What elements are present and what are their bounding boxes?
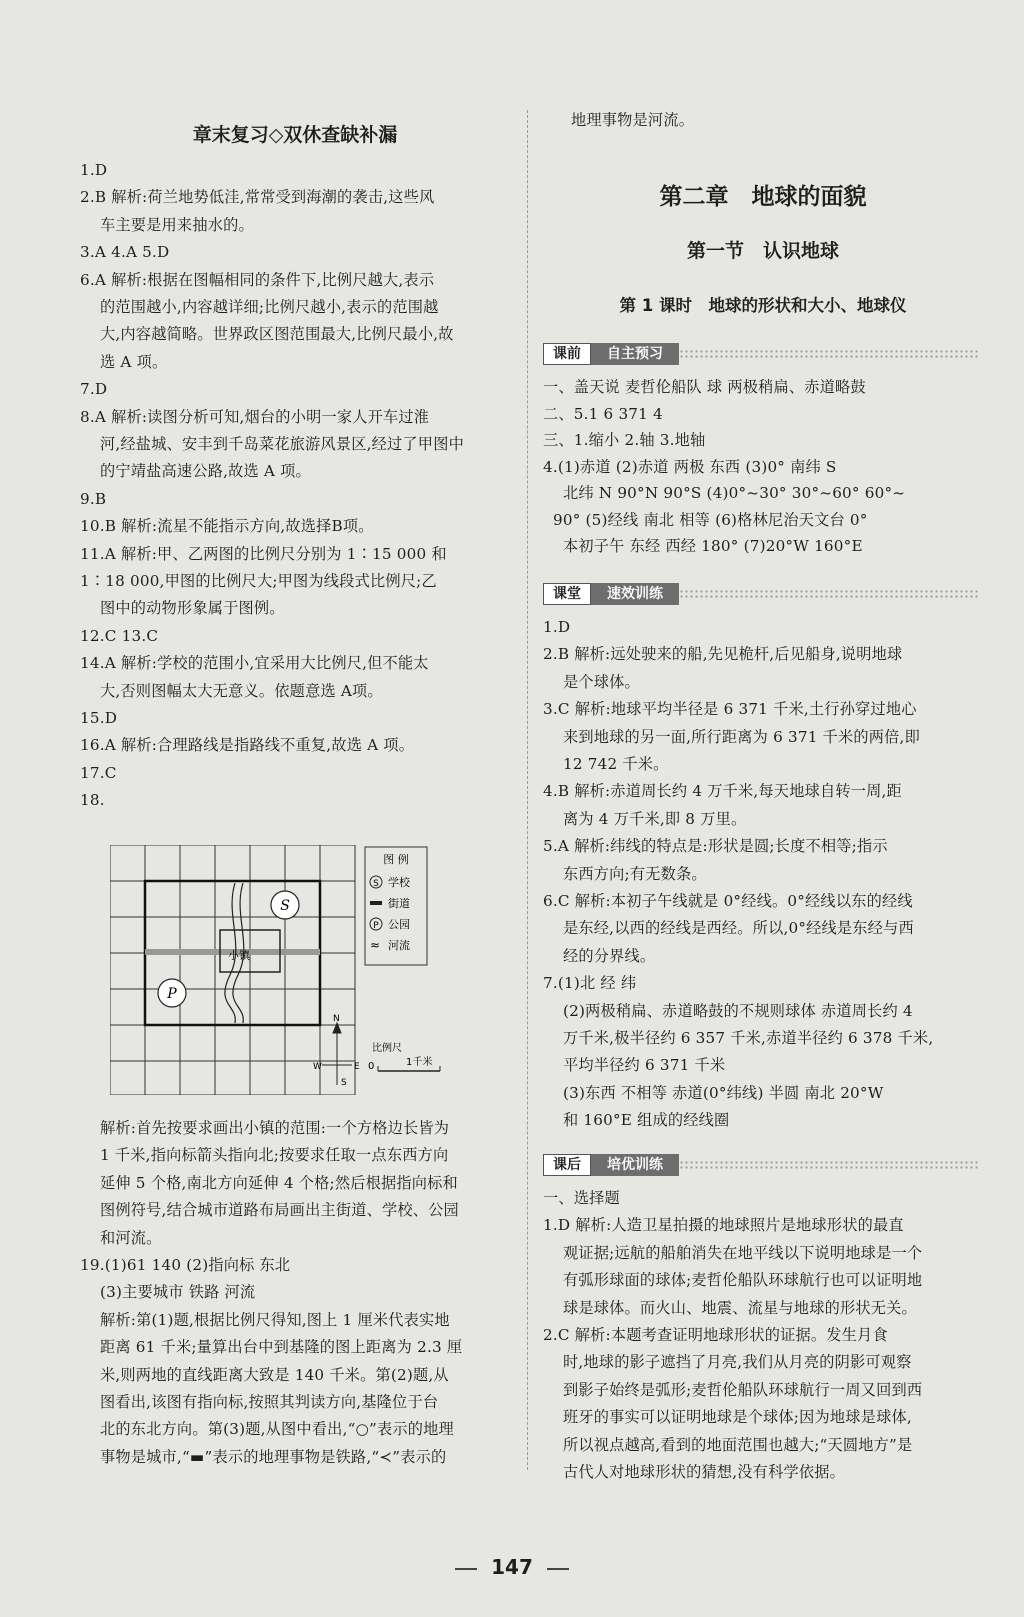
text-line: 大,内容越简略。世界政区图范围最大,比例尺最小,故 xyxy=(100,325,454,344)
text-line: 经的分界线。 xyxy=(563,946,656,965)
text-line: 2.C 解析:本题考查证明地球形状的证据。发生月食 xyxy=(543,1326,888,1344)
text-line: 距离 61 千米;量算出台中到基隆的图上距离为 2.3 厘 xyxy=(100,1338,463,1357)
text-line: 的范围越小,内容越详细;比例尺越小,表示的范围越 xyxy=(100,298,439,316)
text-line: 事物是城市,“▬”表示的地理事物是铁路,“≺”表示的 xyxy=(100,1447,447,1466)
text-line: 一、选择题 xyxy=(543,1189,620,1207)
section-key: 课后 xyxy=(543,1154,591,1176)
chapter-title: 第二章 地球的面貌 xyxy=(659,184,867,210)
text-line: 本初子午 东经 西经 180° (7)20°W 160°E xyxy=(563,537,863,555)
text-line: 16.A 解析:合理路线是指路线不重复,故选 A 项。 xyxy=(80,736,415,755)
text-line: (2)两极稍扁、赤道略鼓的不规则球体 赤道周长约 4 xyxy=(563,1001,913,1020)
text-line: 5.A 解析:纬线的特点是:形状是圆;长度不相等;指示 xyxy=(543,837,888,856)
legend-park: 公园 xyxy=(388,918,410,931)
text-line: 延伸 5 个格,南北方向延伸 4 个格;然后根据指向标和 xyxy=(100,1173,458,1192)
text-line: 一、盖天说 麦哲伦船队 球 两极稍扁、赤道略鼓 xyxy=(543,378,866,396)
compass-e: E xyxy=(354,1062,360,1072)
text-line: 6.A 解析:根据在图幅相同的条件下,比例尺越大,表示 xyxy=(80,270,435,289)
text-line: 图看出,该图有指向标,按照其判读方向,基隆位于台 xyxy=(100,1393,439,1411)
text-line: 17.C xyxy=(80,763,117,782)
text-line: 北的东北方向。第(3)题,从图中看出,“○”表示的地理 xyxy=(100,1420,454,1439)
text-line: 18. xyxy=(80,791,105,810)
text-line: 2.B 解析:荷兰地势低洼,常常受到海潮的袭击,这些风 xyxy=(80,188,435,207)
text-line: 6.C 解析:本初子午线就是 0°经线。0°经线以东的经线 xyxy=(543,892,913,910)
text-line: 和 160°E 组成的经线圈 xyxy=(563,1111,730,1130)
dots-decoration xyxy=(679,1160,979,1170)
text-line: 7.(1)北 经 纬 xyxy=(543,974,637,993)
section-key: 课前 xyxy=(543,343,591,365)
park-symbol-letter: P xyxy=(167,986,177,1002)
text-line: 时,地球的影子遮挡了月亮,我们从月亮的阴影可观察 xyxy=(563,1353,912,1372)
text-line: 8.A 解析:读图分析可知,烟台的小明一家人开车过淮 xyxy=(80,407,430,426)
text-line: 有弧形球面的球体;麦哲伦船队环球航行也可以证明地 xyxy=(563,1271,923,1290)
legend-street-icon xyxy=(370,901,382,905)
text-line: 古代人对地球形状的猜想,没有科学依据。 xyxy=(563,1463,846,1481)
text-line: 14.A 解析:学校的范围小,宜采用大比例尺,但不能太 xyxy=(80,654,429,673)
text-line: 4.B 解析:赤道周长约 4 万千米,每天地球自转一周,距 xyxy=(543,782,902,801)
section-title: 第一节 认识地球 xyxy=(686,240,839,262)
review-title: 章末复习◇双休查缺补漏 xyxy=(192,124,398,146)
section-value: 培优训练 xyxy=(591,1154,679,1176)
text-line: 1∶18 000,甲图的比例尺大;甲图为线段式比例尺;乙 xyxy=(80,572,437,590)
section-key: 课堂 xyxy=(543,583,591,605)
town-label: 小镇 xyxy=(228,949,250,962)
page-number: 147 xyxy=(0,1555,1024,1579)
scale-zero: 0 xyxy=(368,1061,375,1072)
text-line: 是东经,以西的经线是西经。所以,0°经线是东经与西 xyxy=(563,919,914,938)
text-line: 12 742 千米。 xyxy=(563,755,669,773)
text-line: 河,经盐城、安丰到千岛菜花旅游风景区,经过了甲图中 xyxy=(100,435,464,453)
school-symbol-letter: S xyxy=(280,898,290,914)
text-line: 图例符号,结合城市道路布局画出主街道、学校、公园 xyxy=(100,1201,459,1220)
section-value: 速效训练 xyxy=(591,583,679,605)
text-line: 10.B 解析:流星不能指示方向,故选择B项。 xyxy=(80,517,374,536)
section-value: 自主预习 xyxy=(591,343,679,365)
text-line: 3.C 解析:地球平均半径是 6 371 千米,土行孙穿过地心 xyxy=(543,700,917,719)
text-line: 观证据;远航的船舶消失在地平线以下说明地球是一个 xyxy=(563,1243,923,1262)
lesson-title: 第 1 课时 地球的形状和大小、地球仪 xyxy=(619,296,907,315)
section-header-preview xyxy=(543,343,683,365)
continued-line: 地理事物是河流。 xyxy=(571,111,695,129)
compass-icon xyxy=(322,1023,352,1085)
text-line: 和河流。 xyxy=(100,1228,162,1247)
svg-text:S: S xyxy=(373,879,379,889)
scale-km: 1千米 xyxy=(406,1057,433,1068)
text-line: 90° (5)经线 南北 相等 (6)格林尼治天文台 0° xyxy=(553,510,868,529)
text-line: 二、5.1 6 371 4 xyxy=(543,404,663,423)
compass-s: S xyxy=(341,1078,347,1088)
text-line: 万千米,极半径约 6 357 千米,赤道半径约 6 378 千米, xyxy=(563,1029,934,1047)
dots-decoration xyxy=(679,589,979,599)
text-line: 平均半径约 6 371 千米 xyxy=(563,1056,726,1075)
text-line: 三、1.缩小 2.轴 3.地轴 xyxy=(543,431,706,449)
text-line: 到影子始终是弧形;麦哲伦船队环球航行一周又回到西 xyxy=(563,1380,923,1399)
text-line: 车主要是用来抽水的。 xyxy=(100,215,254,234)
legend-school: 学校 xyxy=(388,876,410,889)
text-line: 大,否则图幅太大无意义。依题意选 A项。 xyxy=(100,681,383,700)
text-line: 东西方向;有无数条。 xyxy=(563,864,707,883)
text-line: 解析:首先按要求画出小镇的范围:一个方格边长皆为 xyxy=(100,1119,450,1137)
text-line: 图中的动物形象属于图例。 xyxy=(100,599,285,618)
text-line: 4.(1)赤道 (2)赤道 两极 东西 (3)0° 南纬 S xyxy=(543,457,837,476)
text-line: 是个球体。 xyxy=(563,672,640,691)
compass-w: W xyxy=(313,1062,322,1072)
text-line: 1 千米,指向标箭头指向北;按要求任取一点东西方向 xyxy=(100,1146,449,1165)
text-line: 1.D xyxy=(80,161,108,179)
text-line: 班牙的事实可以证明地球是个球体;因为地球是球体, xyxy=(563,1408,912,1427)
compass-n: N xyxy=(333,1014,340,1024)
text-line: 19.(1)61 140 (2)指向标 东北 xyxy=(80,1256,291,1274)
text-line: 1.D 解析:人造卫星拍摄的地球照片是地球形状的最直 xyxy=(543,1216,904,1235)
text-line: 7.D xyxy=(80,380,108,399)
text-line: 15.D xyxy=(80,709,118,727)
text-line: 北纬 N 90°N 90°S (4)0°~30° 30°~60° 60°~ xyxy=(563,484,906,502)
text-line: 所以视点越高,看到的地面范围也越大;“天圆地方”是 xyxy=(563,1435,913,1454)
column-divider xyxy=(527,110,528,1470)
legend-river: 河流 xyxy=(388,939,410,952)
map-figure xyxy=(110,845,520,1095)
text-line: 12.C 13.C xyxy=(80,626,159,645)
text-line: 2.B 解析:远处驶来的船,先见桅杆,后见船身,说明地球 xyxy=(543,645,903,664)
text-line: 选 A 项。 xyxy=(100,352,168,371)
text-line: (3)主要城市 铁路 河流 xyxy=(100,1283,256,1302)
text-line: 球是球体。而火山、地震、流星与地球的形状无关。 xyxy=(563,1298,917,1317)
town-map-svg xyxy=(110,845,520,1095)
text-line: 米,则两地的直线距离大致是 140 千米。第(2)题,从 xyxy=(100,1365,449,1384)
text-line: 9.B xyxy=(80,489,107,508)
svg-text:P: P xyxy=(373,921,379,931)
legend-title: 图 例 xyxy=(383,853,409,866)
section-header-class xyxy=(543,583,683,605)
legend-river-icon: ≈ xyxy=(370,938,381,952)
text-line: 的宁靖盐高速公路,故选 A 项。 xyxy=(100,462,311,481)
section-header-after xyxy=(543,1154,683,1176)
legend-street: 街道 xyxy=(388,897,410,910)
text-line: 解析:第(1)题,根据比例尺得知,图上 1 厘米代表实地 xyxy=(100,1310,450,1329)
dots-decoration xyxy=(679,349,979,359)
text-line: 3.A 4.A 5.D xyxy=(80,243,170,262)
text-line: 1.D xyxy=(543,618,571,636)
scale-label: 比例尺 xyxy=(372,1043,402,1054)
text-line: (3)东西 不相等 赤道(0°纬线) 半圆 南北 20°W xyxy=(563,1083,884,1102)
text-line: 离为 4 万千米,即 8 万里。 xyxy=(563,809,747,828)
text-line: 来到地球的另一面,所行距离为 6 371 千米的两倍,即 xyxy=(563,727,920,746)
text-line: 11.A 解析:甲、乙两图的比例尺分别为 1∶15 000 和 xyxy=(80,544,447,563)
